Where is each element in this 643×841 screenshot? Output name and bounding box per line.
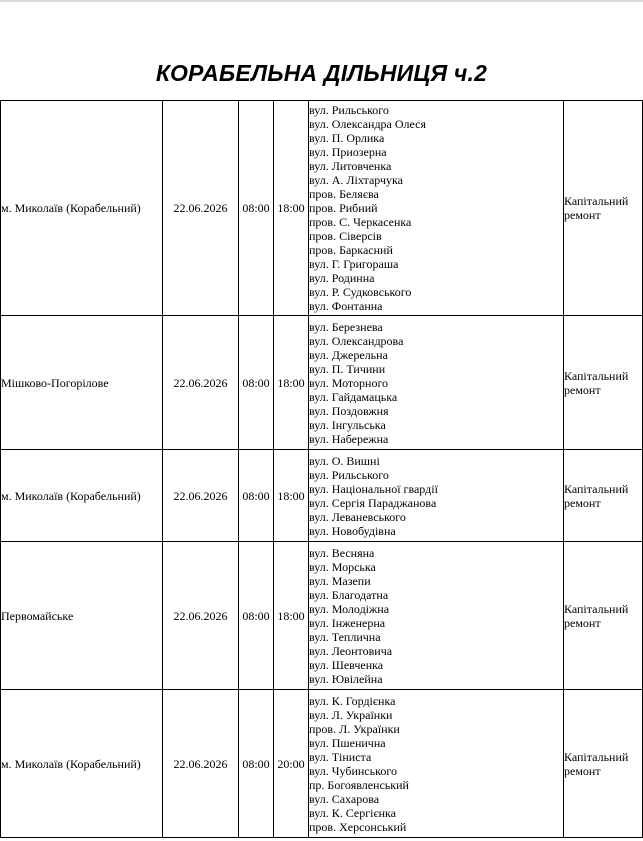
street-item: вул. Інженерна [309,615,386,630]
street-item: вул. Благодатна [309,587,389,602]
street-item: вул. Національної гвардії [309,481,438,496]
street-item: вул. Ювілейна [309,671,383,686]
work-type-line: Капітальний [564,749,629,764]
street-item: вул. Мазепи [309,573,371,588]
location-cell: м. Миколаїв (Корабельний) [1,690,163,838]
streets-cell [309,316,564,450]
streets-cell [309,690,564,838]
table-row [1,542,643,690]
street-item: вул. Рильського [309,103,389,117]
street-item: вул. Морська [309,559,376,574]
street-item: вул. Тіниста [309,749,372,764]
street-item: вул. Гайдамацька [309,389,398,404]
street-item: вул. Олександра Олеся [309,117,427,131]
street-item: вул. Березнева [309,319,383,334]
street-item: пров. Сіверсів [309,229,382,243]
street-item: вул. Джерельна [309,347,388,362]
street-item: вул. Сергія Параджанова [309,495,437,510]
page-title: КОРАБЕЛЬНА ДІЛЬНИЦЯ ч.2 [155,60,488,86]
street-item: вул. К. Сергієнка [309,805,396,820]
start-time-cell: 08:00 [239,101,274,316]
street-item: вул. О. Вишні [309,453,380,468]
street-item: вул. П. Орлика [309,131,385,145]
work-type-line: ремонт [564,495,601,510]
start-time-cell: 08:00 [239,316,274,450]
street-item: вул. Л. Українки [309,707,393,722]
street-item: вул. Весняна [309,545,375,560]
street-item: вул. Набережна [309,431,389,446]
street-item: вул. Рильського [309,467,389,482]
end-time-cell: 20:00 [274,690,309,838]
street-item: вул. Литовченка [309,159,392,173]
street-item: вул. П. Тичини [309,361,386,376]
work-type-line: Капітальний [564,601,629,616]
work-type-cell [564,690,643,838]
schedule-body [1,101,643,838]
location-cell: Мішково-Погорілове [1,316,163,450]
street-item: вул. Інгульська [309,417,386,432]
work-type-line: ремонт [564,382,601,397]
street-item: вул. Молодіжна [309,601,390,616]
street-item: вул. Р. Судковського [309,285,412,299]
outage-schedule-table [0,100,643,838]
street-item: вул. Леваневського [309,509,406,524]
street-item: вул. Сахарова [309,791,380,806]
street-item: вул. Г. Григораша [309,257,399,271]
street-item: пров. Рибний [309,201,378,215]
date-cell: 22.06.2026 [163,101,239,316]
location-cell: Первомайське [1,542,163,690]
work-type-line: Капітальний [564,481,629,496]
street-item: пров. Херсонський [309,819,407,834]
street-item: вул. А. Ліхтарчука [309,173,403,187]
table-row [1,316,643,450]
street-item: вул. Новобудівна [309,523,396,538]
streets-cell [309,101,564,316]
streets-cell [309,542,564,690]
date-cell: 22.06.2026 [163,450,239,542]
street-item: вул. Теплична [309,629,381,644]
street-item: вул. К. Гордієнка [309,693,396,708]
top-divider [0,0,643,2]
work-type-line: ремонт [564,763,601,778]
start-time-cell: 08:00 [239,542,274,690]
streets-cell [309,450,564,542]
street-item: пров. С. Черкасенка [309,215,412,229]
work-type-line: ремонт [564,208,601,222]
street-item: пров. Л. Українки [309,721,400,736]
street-item: вул. Чубинського [309,763,397,778]
date-cell: 22.06.2026 [163,690,239,838]
street-item: вул. Леонтовича [309,643,393,658]
end-time-cell: 18:00 [274,101,309,316]
start-time-cell: 08:00 [239,450,274,542]
work-type-line: Капітальний [564,194,629,208]
work-type-line: Капітальний [564,368,629,383]
street-item: вул. Приозерна [309,145,387,159]
table-row [1,101,643,316]
street-item: вул. Поздовжня [309,403,389,418]
end-time-cell: 18:00 [274,450,309,542]
table-row [1,450,643,542]
street-item: пр. Богоявленський [309,777,409,792]
street-item: вул. Моторного [309,375,389,390]
location-cell: м. Миколаїв (Корабельний) [1,450,163,542]
street-item: вул. Олександрова [309,333,404,348]
street-item: пров. Беляєва [309,187,379,201]
work-type-cell [564,101,643,316]
end-time-cell: 18:00 [274,316,309,450]
work-type-cell [564,542,643,690]
work-type-cell [564,450,643,542]
street-item: вул. Пшенична [309,735,386,750]
end-time-cell: 18:00 [274,542,309,690]
date-cell: 22.06.2026 [163,316,239,450]
location-cell: м. Миколаїв (Корабельний) [1,101,163,316]
street-item: вул. Родинна [309,271,375,285]
street-item: вул. Шевченка [309,657,384,672]
work-type-line: ремонт [564,615,601,630]
street-item: вул. Фонтанна [309,299,383,313]
table-row [1,690,643,838]
date-cell: 22.06.2026 [163,542,239,690]
start-time-cell: 08:00 [239,690,274,838]
work-type-cell [564,316,643,450]
street-item: пров. Баркасний [309,243,393,257]
